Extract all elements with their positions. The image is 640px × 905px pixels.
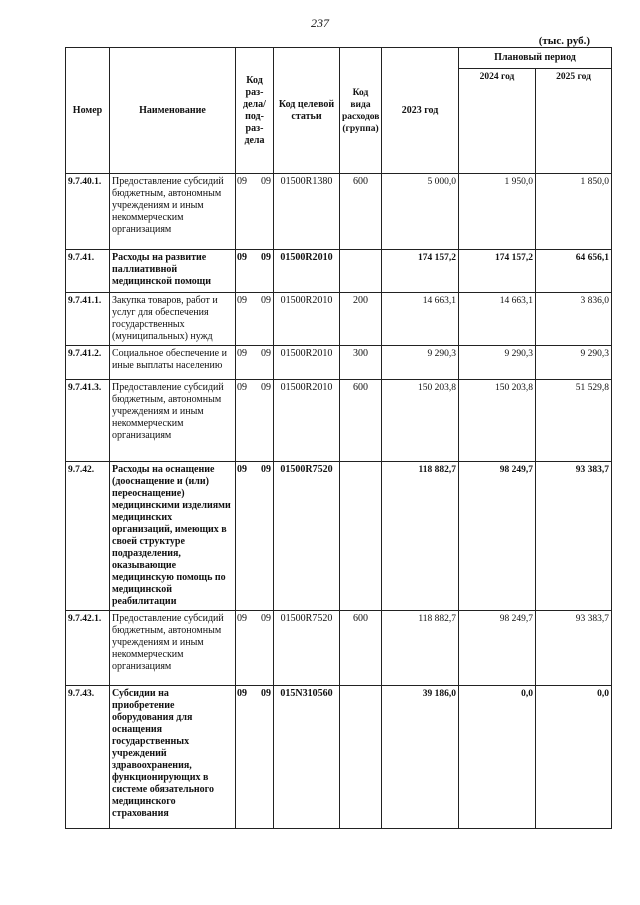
row-amount-2024: 0,0 — [459, 686, 536, 829]
row-section-code — [236, 380, 274, 462]
row-number: 9.7.41. — [66, 250, 110, 293]
row-amount-2025: 93 383,7 — [536, 462, 612, 611]
row-amount-2024: 150 203,8 — [459, 380, 536, 462]
table-row — [66, 380, 612, 462]
row-section-code — [236, 293, 274, 346]
header-number: Номер — [66, 48, 110, 174]
row-target-code: 01500R1380 — [274, 174, 340, 250]
row-subsection: 09 — [261, 464, 271, 475]
row-target-code: 01500R7520 — [274, 462, 340, 611]
row-name: Субсидии на приобретение оборудования для оснащения государственных учреждений здравоохранения, функционирующих в системе обязательного медицинского страхования — [110, 686, 236, 829]
page-number: 237 — [311, 16, 329, 30]
row-subsection: 09 — [261, 688, 271, 699]
row-amount-2024: 14 663,1 — [459, 293, 536, 346]
table-row — [66, 462, 612, 611]
row-number: 9.7.41.1. — [66, 293, 110, 346]
row-amount-2024: 174 157,2 — [459, 250, 536, 293]
row-subsection: 09 — [261, 348, 271, 359]
row-section: 09 — [237, 348, 247, 359]
row-number: 9.7.40.1. — [66, 174, 110, 250]
row-section-code — [236, 462, 274, 611]
row-name: Расходы на оснащение (дооснащение и (или) переоснащение) медицинскими изделиями медицинских организаций, имеющих в своей структуре подразделения, оказывающие медицинскую помощь по медицинской реабилитации — [110, 462, 236, 611]
row-expense-group: 200 — [340, 293, 382, 346]
row-section: 09 — [237, 613, 247, 624]
row-expense-group: 600 — [340, 174, 382, 250]
row-amount-2025: 0,0 — [536, 686, 612, 829]
table-row — [66, 346, 612, 380]
row-subsection: 09 — [261, 176, 271, 187]
row-target-code: 01500R2010 — [274, 346, 340, 380]
row-amount-2024: 9 290,3 — [459, 346, 536, 380]
row-amount-2025: 9 290,3 — [536, 346, 612, 380]
row-subsection: 09 — [261, 295, 271, 306]
row-expense-group — [340, 686, 382, 829]
header-target-code: Код целевой статьи — [274, 48, 340, 174]
table-row — [66, 174, 612, 250]
row-target-code: 01500R2010 — [274, 250, 340, 293]
row-amount-2023: 150 203,8 — [382, 380, 459, 462]
row-amount-2024: 98 249,7 — [459, 611, 536, 686]
row-amount-2023: 14 663,1 — [382, 293, 459, 346]
row-section: 09 — [237, 464, 247, 475]
row-number: 9.7.43. — [66, 686, 110, 829]
header-section-code: Код раз- дела/ под- раз- дела — [236, 48, 274, 174]
header-year-2024: 2024 год — [459, 69, 536, 174]
row-name: Закупка товаров, работ и услуг для обеспечения государственных (муниципальных) нужд — [110, 293, 236, 346]
row-amount-2024: 98 249,7 — [459, 462, 536, 611]
row-expense-group — [340, 462, 382, 611]
row-amount-2023: 5 000,0 — [382, 174, 459, 250]
header-year-2025: 2025 год — [536, 69, 612, 174]
row-number: 9.7.41.2. — [66, 346, 110, 380]
row-amount-2025: 3 836,0 — [536, 293, 612, 346]
header-row — [66, 48, 612, 69]
row-section-code — [236, 686, 274, 829]
row-amount-2025: 51 529,8 — [536, 380, 612, 462]
row-amount-2023: 118 882,7 — [382, 611, 459, 686]
table-row — [66, 293, 612, 346]
row-name: Расходы на развитие паллиативной медицинской помощи — [110, 250, 236, 293]
row-amount-2023: 118 882,7 — [382, 462, 459, 611]
row-expense-group: 600 — [340, 380, 382, 462]
row-section: 09 — [237, 252, 247, 263]
row-number: 9.7.42.1. — [66, 611, 110, 686]
row-section-code — [236, 250, 274, 293]
header-year-2023: 2023 год — [382, 48, 459, 174]
row-name: Социальное обеспечение и иные выплаты населению — [110, 346, 236, 380]
row-target-code: 015N310560 — [274, 686, 340, 829]
row-amount-2025: 1 850,0 — [536, 174, 612, 250]
header-name: Наименование — [110, 48, 236, 174]
table-row — [66, 250, 612, 293]
row-amount-2023: 174 157,2 — [382, 250, 459, 293]
row-section-code — [236, 174, 274, 250]
row-subsection: 09 — [261, 613, 271, 624]
row-expense-group: 300 — [340, 346, 382, 380]
row-section: 09 — [237, 382, 247, 393]
row-expense-group — [340, 250, 382, 293]
row-name: Предоставление субсидий бюджетным, автономным учреждениям и иным некоммерческим организациям — [110, 611, 236, 686]
row-section-code — [236, 611, 274, 686]
row-section: 09 — [237, 295, 247, 306]
row-number: 9.7.42. — [66, 462, 110, 611]
units-note: (тыс. руб.) — [538, 35, 590, 47]
row-subsection: 09 — [261, 252, 271, 263]
row-amount-2025: 64 656,1 — [536, 250, 612, 293]
table-body — [66, 174, 612, 829]
budget-table — [65, 47, 612, 829]
row-target-code: 01500R2010 — [274, 380, 340, 462]
table-row — [66, 611, 612, 686]
row-amount-2025: 93 383,7 — [536, 611, 612, 686]
row-amount-2023: 39 186,0 — [382, 686, 459, 829]
row-expense-group: 600 — [340, 611, 382, 686]
table-row — [66, 686, 612, 829]
row-section-code — [236, 346, 274, 380]
row-target-code: 01500R7520 — [274, 611, 340, 686]
row-subsection: 09 — [261, 382, 271, 393]
row-amount-2023: 9 290,3 — [382, 346, 459, 380]
row-section: 09 — [237, 688, 247, 699]
row-section: 09 — [237, 176, 247, 187]
row-target-code: 01500R2010 — [274, 293, 340, 346]
row-name: Предоставление субсидий бюджетным, автономным учреждениям и иным некоммерческим организациям — [110, 380, 236, 462]
header-expense-type-code: Код вида расходов (группа) — [340, 48, 382, 174]
row-amount-2024: 1 950,0 — [459, 174, 536, 250]
header-planning-period: Плановый период — [459, 48, 612, 69]
row-number: 9.7.41.3. — [66, 380, 110, 462]
row-name: Предоставление субсидий бюджетным, автономным учреждениям и иным некоммерческим организациям — [110, 174, 236, 250]
